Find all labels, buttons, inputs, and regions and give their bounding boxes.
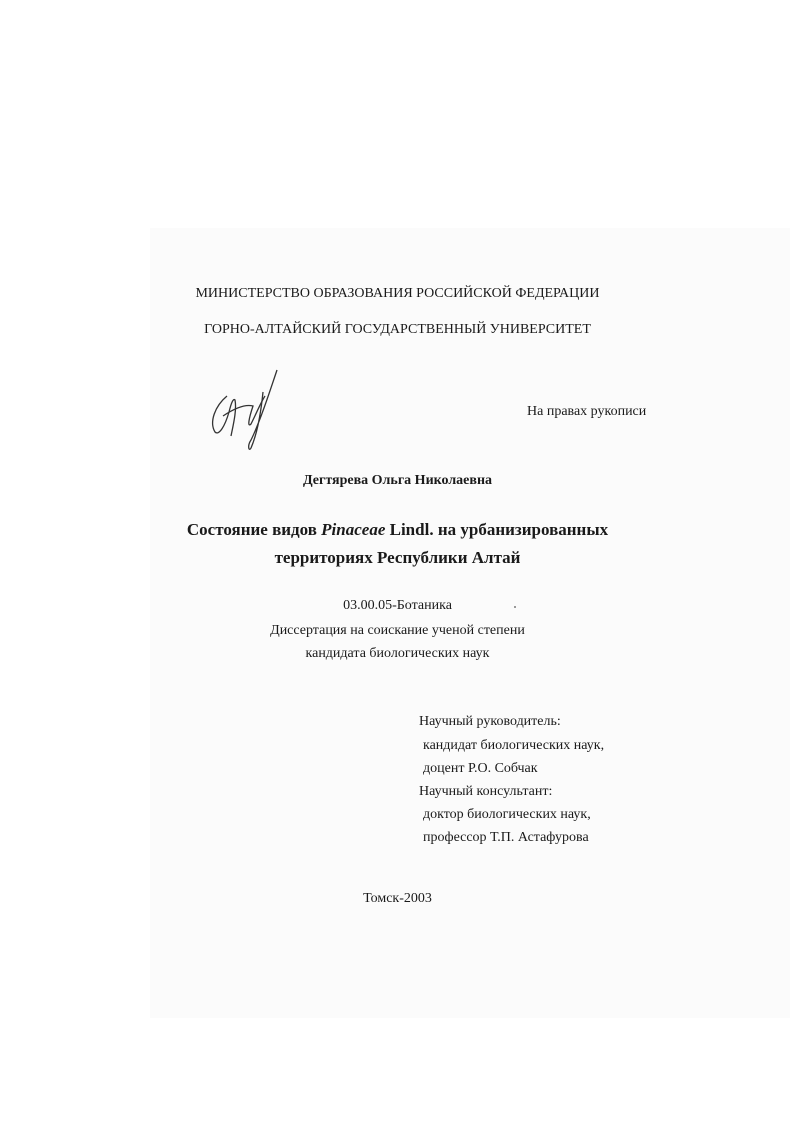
speck xyxy=(514,606,516,608)
title-text-1: Состояние видов xyxy=(186,520,322,539)
manuscript-rights-note: На правах рукописи xyxy=(527,404,647,419)
dissertation-title-line2: территориях Республики Алтай xyxy=(274,548,521,567)
supervisor-degree: кандидат биологических наук, xyxy=(423,738,605,753)
ministry-heading: МИНИСТЕРСТВО ОБРАЗОВАНИЯ РОССИЙСКОЙ ФЕДЕРАЦИИ xyxy=(195,286,600,301)
university-heading: ГОРНО-АЛТАЙСКИЙ ГОСУДАРСТВЕННЫЙ УНИВЕРСИТЕТ xyxy=(204,322,591,337)
title-taxon: Pinaceae xyxy=(321,520,386,539)
consultant-label: Научный консультант: xyxy=(419,784,553,799)
consultant-degree: доктор биологических наук, xyxy=(423,807,591,822)
degree-line-2: кандидата биологических наук xyxy=(305,646,490,661)
place-year: Томск-2003 xyxy=(363,891,432,906)
consultant-name: профессор Т.П. Астафурова xyxy=(423,830,589,845)
specialty-code: 03.00.05-Ботаника xyxy=(343,598,452,613)
dissertation-title-line1 xyxy=(0,520,795,540)
supervisor-name: доцент Р.О. Собчак xyxy=(423,761,538,776)
supervisor-label: Научный руководитель: xyxy=(419,714,561,729)
title-text-2: Lindl. на урбанизированных xyxy=(385,520,609,539)
handwritten-signature xyxy=(205,364,285,454)
author-name: Дегтярева Ольга Николаевна xyxy=(302,473,493,488)
degree-line-1: Диссертация на соискание ученой степени xyxy=(270,623,525,638)
